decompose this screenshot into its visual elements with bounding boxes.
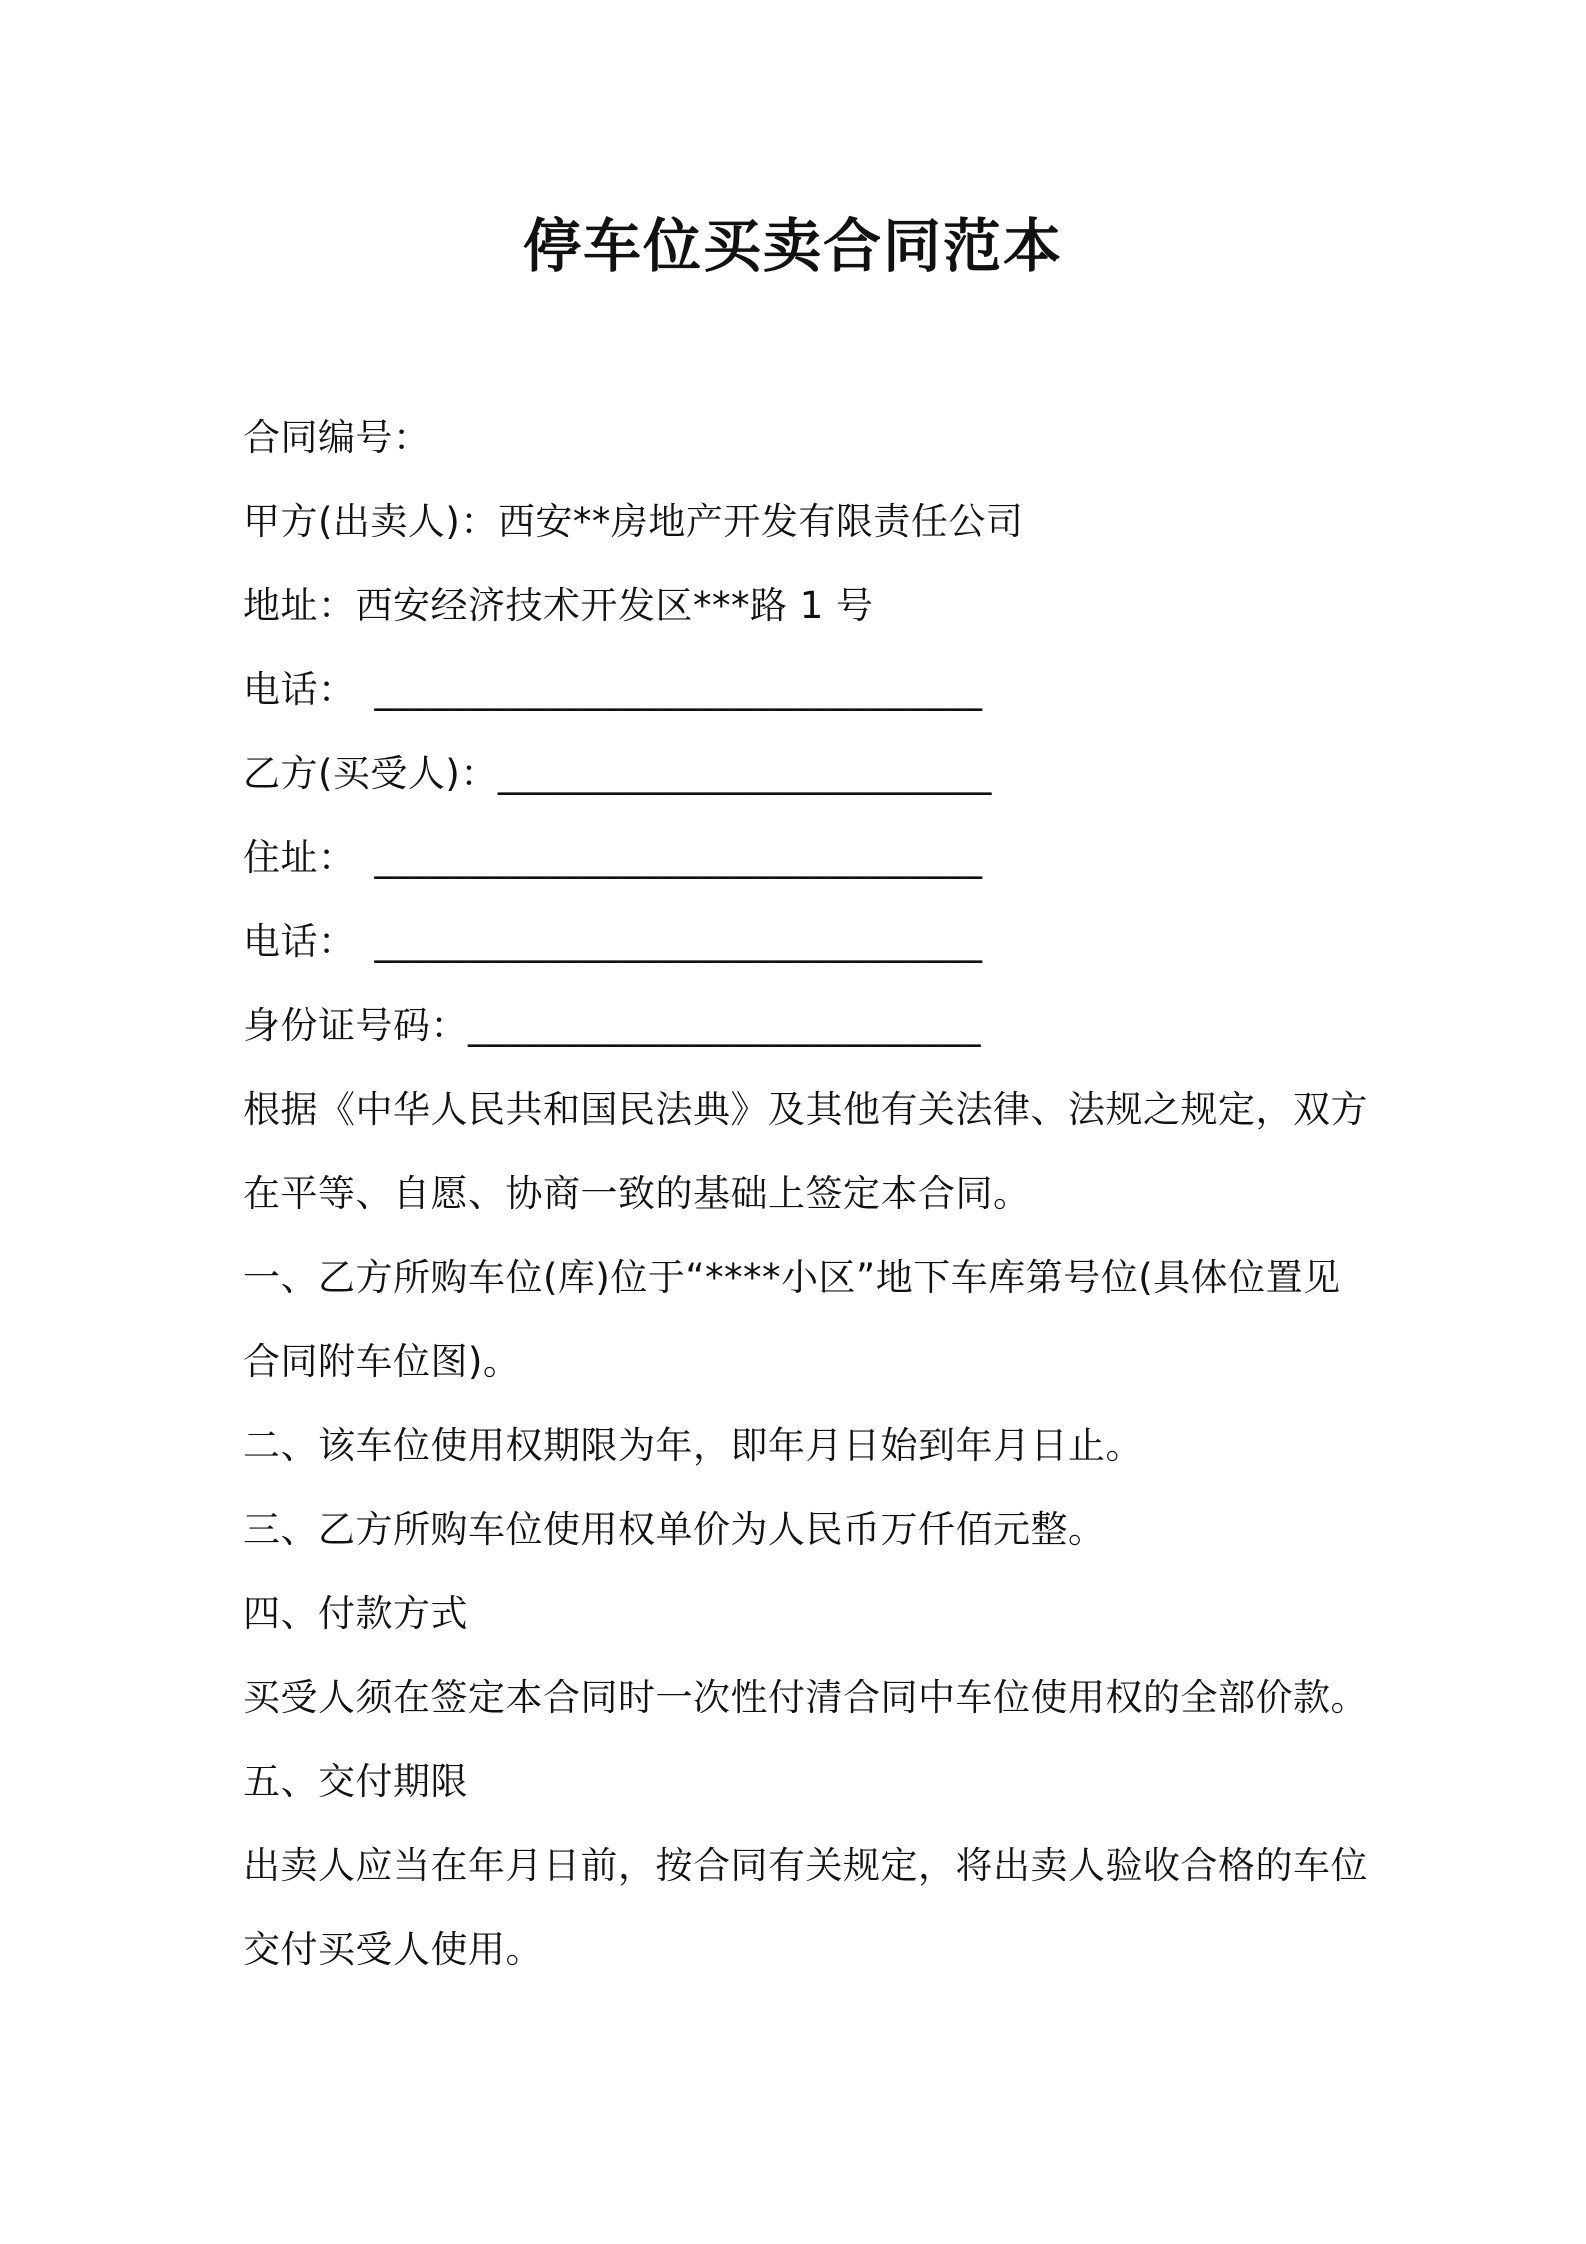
party-a-line: 甲方(出卖人)：西安**房地产开发有限责任公司 xyxy=(243,500,1024,543)
party-a-phone-line: 电话： ________________________________ xyxy=(243,668,983,711)
clause-4-heading: 四、付款方式 xyxy=(243,1592,468,1635)
clause-3-line: 三、乙方所购车位使用权单价为人民币万仟佰元整。 xyxy=(243,1508,1106,1551)
preamble-line-2: 在平等、自愿、协商一致的基础上签定本合同。 xyxy=(243,1172,1031,1215)
clause-5-body-line-1: 出卖人应当在年月日前，按合同有关规定，将出卖人验收合格的车位 xyxy=(243,1844,1368,1887)
party-b-phone-line: 电话： ________________________________ xyxy=(243,920,983,963)
clause-4-body: 买受人须在签定本合同时一次性付清合同中车位使用权的全部价款。 xyxy=(243,1676,1368,1719)
preamble-line-1: 根据《中华人民共和国民法典》及其他有关法律、法规之规定，双方 xyxy=(243,1088,1368,1131)
clause-5-heading: 五、交付期限 xyxy=(243,1760,468,1803)
clause-1-line-2: 合同附车位图)。 xyxy=(243,1340,521,1383)
clause-5-body-line-2: 交付买受人使用。 xyxy=(243,1928,543,1971)
clause-2-line: 二、该车位使用权期限为年，即年月日始到年月日止。 xyxy=(243,1424,1143,1467)
document-title: 停车位买卖合同范本 xyxy=(522,212,1063,280)
party-a-address-line: 地址：西安经济技术开发区***路 1 号 xyxy=(243,584,874,627)
contract-number-line: 合同编号： xyxy=(243,416,431,459)
id-number-line: 身份证号码：___________________________ xyxy=(243,1004,981,1047)
party-b-address-line: 住址： ________________________________ xyxy=(243,836,983,879)
clause-1-line-1: 一、乙方所购车位(库)位于“****小区”地下车库第号位(具体位置见 xyxy=(243,1256,1341,1299)
party-b-line: 乙方(买受人)：__________________________ xyxy=(243,752,992,795)
